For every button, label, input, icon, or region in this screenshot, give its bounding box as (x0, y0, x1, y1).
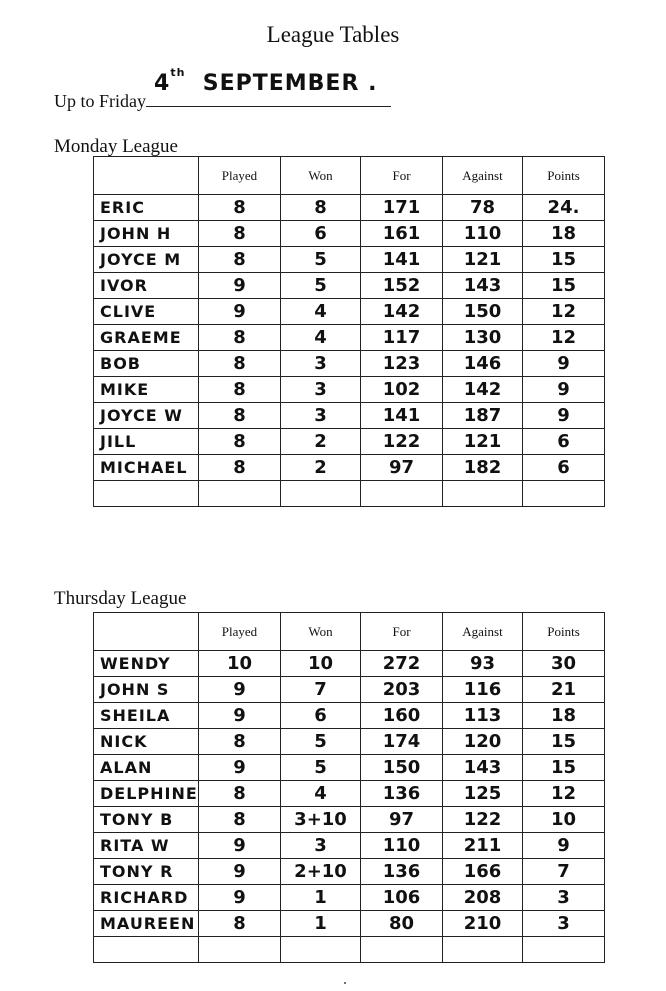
stat-cell: 6 (281, 221, 361, 247)
table-row (94, 677, 605, 703)
stat-cell: 9 (199, 273, 281, 299)
stat-cell (523, 481, 605, 507)
stat-cell: 21 (523, 677, 605, 703)
stat-cell: 8 (199, 403, 281, 429)
stat-cell: 9 (523, 377, 605, 403)
stat-cell: 8 (199, 781, 281, 807)
stat-cell: 8 (199, 351, 281, 377)
stat-cell: 142 (443, 377, 523, 403)
thursday-league-table (93, 612, 605, 963)
stat-cell: 9 (199, 677, 281, 703)
stat-cell: 2 (281, 455, 361, 481)
player-name: GRAEME (94, 325, 199, 351)
table-row (94, 455, 605, 481)
stat-cell: 97 (361, 807, 443, 833)
stat-cell: 1 (281, 911, 361, 937)
table-row (94, 911, 605, 937)
stat-cell: 8 (199, 455, 281, 481)
column-header: Against (443, 157, 523, 195)
column-header: For (361, 157, 443, 195)
stat-cell: 24. (523, 195, 605, 221)
date-label: Up to Friday (54, 91, 146, 111)
player-name: CLIVE (94, 299, 199, 325)
stat-cell: 130 (443, 325, 523, 351)
column-header: Played (199, 157, 281, 195)
player-name: MIKE (94, 377, 199, 403)
stat-cell: 143 (443, 273, 523, 299)
table-row (94, 729, 605, 755)
table-row (94, 755, 605, 781)
column-header: Won (281, 157, 361, 195)
stat-cell: 18 (523, 703, 605, 729)
stat-cell: 30 (523, 651, 605, 677)
player-name: MAUREEN (94, 911, 199, 937)
stat-cell: 143 (443, 755, 523, 781)
column-header (94, 613, 199, 651)
stat-cell: 9 (199, 885, 281, 911)
table-header-row (94, 157, 605, 195)
table-row (94, 885, 605, 911)
stat-cell: 12 (523, 325, 605, 351)
stat-cell: 3 (281, 403, 361, 429)
stat-cell: 121 (443, 247, 523, 273)
stat-cell: 208 (443, 885, 523, 911)
table-row (94, 377, 605, 403)
stat-cell: 160 (361, 703, 443, 729)
table-row (94, 195, 605, 221)
stat-cell: 2 (281, 429, 361, 455)
handwritten-date: 4th SEPTEMBER . (154, 66, 378, 96)
table-row (94, 221, 605, 247)
player-name: JOHN H (94, 221, 199, 247)
stat-cell: 113 (443, 703, 523, 729)
stat-cell: 8 (199, 195, 281, 221)
stat-cell: 102 (361, 377, 443, 403)
stat-cell: 7 (523, 859, 605, 885)
stat-cell: 4 (281, 781, 361, 807)
stat-cell: 10 (199, 651, 281, 677)
player-name: WENDY (94, 651, 199, 677)
stat-cell: 15 (523, 247, 605, 273)
stat-cell: 9 (523, 403, 605, 429)
stat-cell: 174 (361, 729, 443, 755)
stat-cell: 8 (199, 247, 281, 273)
table-row (94, 833, 605, 859)
thursday-league-title: Thursday League (54, 588, 187, 609)
player-name: IVOR (94, 273, 199, 299)
stat-cell: 106 (361, 885, 443, 911)
stat-cell: 146 (443, 351, 523, 377)
stat-cell: 136 (361, 859, 443, 885)
player-name: TONY B (94, 807, 199, 833)
stat-cell: 150 (361, 755, 443, 781)
stat-cell: 10 (523, 807, 605, 833)
stat-cell: 166 (443, 859, 523, 885)
table-row (94, 273, 605, 299)
stat-cell: 15 (523, 273, 605, 299)
stat-cell: 272 (361, 651, 443, 677)
stat-cell: 10 (281, 651, 361, 677)
stat-cell: 117 (361, 325, 443, 351)
stat-cell: 8 (199, 377, 281, 403)
player-name: JOHN S (94, 677, 199, 703)
stat-cell: 141 (361, 403, 443, 429)
table-row (94, 325, 605, 351)
stat-cell: 4 (281, 299, 361, 325)
stat-cell: 182 (443, 455, 523, 481)
stat-cell: 8 (199, 325, 281, 351)
stat-cell: 2+10 (281, 859, 361, 885)
stat-cell: 3 (281, 377, 361, 403)
table-row (94, 937, 605, 963)
column-header: Points (523, 613, 605, 651)
stat-cell: 3 (281, 351, 361, 377)
stat-cell: 110 (361, 833, 443, 859)
stat-cell: 203 (361, 677, 443, 703)
stat-cell: 12 (523, 781, 605, 807)
column-header: Won (281, 613, 361, 651)
column-header: Played (199, 613, 281, 651)
stat-cell: 8 (199, 729, 281, 755)
player-name (94, 481, 199, 507)
stat-cell: 123 (361, 351, 443, 377)
table-row (94, 351, 605, 377)
column-header: For (361, 613, 443, 651)
stat-cell: 3 (281, 833, 361, 859)
stat-cell: 122 (443, 807, 523, 833)
stat-cell (361, 937, 443, 963)
stat-cell: 4 (281, 325, 361, 351)
stat-cell: 121 (443, 429, 523, 455)
stat-cell (199, 481, 281, 507)
stat-cell: 12 (523, 299, 605, 325)
player-name (94, 937, 199, 963)
table-row (94, 807, 605, 833)
stat-cell (523, 937, 605, 963)
stat-cell: 3+10 (281, 807, 361, 833)
stat-cell: 122 (361, 429, 443, 455)
table-row (94, 781, 605, 807)
stat-cell (281, 937, 361, 963)
stat-cell: 9 (523, 351, 605, 377)
date-fill-line (146, 66, 391, 107)
table-header-row (94, 613, 605, 651)
stat-cell: 97 (361, 455, 443, 481)
stat-cell: 141 (361, 247, 443, 273)
stat-cell: 9 (199, 703, 281, 729)
table-row (94, 299, 605, 325)
stat-cell: 3 (523, 885, 605, 911)
monday-league-table (93, 156, 605, 507)
stat-cell: 136 (361, 781, 443, 807)
player-name: JILL (94, 429, 199, 455)
stat-cell: 7 (281, 677, 361, 703)
stat-cell (443, 481, 523, 507)
stat-cell: 3 (523, 911, 605, 937)
table-row (94, 481, 605, 507)
stat-cell: 9 (199, 299, 281, 325)
date-line (54, 66, 391, 112)
player-name: ERIC (94, 195, 199, 221)
speck (344, 982, 346, 984)
stat-cell: 9 (199, 859, 281, 885)
table-row (94, 859, 605, 885)
stat-cell: 211 (443, 833, 523, 859)
stat-cell: 5 (281, 273, 361, 299)
stat-cell: 161 (361, 221, 443, 247)
stat-cell: 15 (523, 755, 605, 781)
player-name: JOYCE M (94, 247, 199, 273)
player-name: RICHARD (94, 885, 199, 911)
stat-cell: 8 (281, 195, 361, 221)
stat-cell (361, 481, 443, 507)
stat-cell (199, 937, 281, 963)
stat-cell: 116 (443, 677, 523, 703)
stat-cell: 120 (443, 729, 523, 755)
table-row (94, 703, 605, 729)
stat-cell: 187 (443, 403, 523, 429)
column-header (94, 157, 199, 195)
stat-cell: 110 (443, 221, 523, 247)
column-header: Points (523, 157, 605, 195)
stat-cell: 6 (281, 703, 361, 729)
stat-cell: 142 (361, 299, 443, 325)
player-name: DELPHINE (94, 781, 199, 807)
table-row (94, 403, 605, 429)
stat-cell: 8 (199, 911, 281, 937)
stat-cell (281, 481, 361, 507)
player-name: SHEILA (94, 703, 199, 729)
player-name: RITA W (94, 833, 199, 859)
stat-cell: 125 (443, 781, 523, 807)
stat-cell (443, 937, 523, 963)
stat-cell: 6 (523, 429, 605, 455)
stat-cell: 210 (443, 911, 523, 937)
player-name: MICHAEL (94, 455, 199, 481)
table-row (94, 247, 605, 273)
stat-cell: 15 (523, 729, 605, 755)
monday-league-title: Monday League (54, 136, 178, 157)
table-row (94, 651, 605, 677)
player-name: ALAN (94, 755, 199, 781)
stat-cell: 5 (281, 247, 361, 273)
stat-cell: 8 (199, 429, 281, 455)
stat-cell: 150 (443, 299, 523, 325)
column-header: Against (443, 613, 523, 651)
stat-cell: 80 (361, 911, 443, 937)
stat-cell: 152 (361, 273, 443, 299)
stat-cell: 18 (523, 221, 605, 247)
player-name: JOYCE W (94, 403, 199, 429)
player-name: NICK (94, 729, 199, 755)
stat-cell: 8 (199, 221, 281, 247)
stat-cell: 9 (523, 833, 605, 859)
stat-cell: 1 (281, 885, 361, 911)
stat-cell: 9 (199, 833, 281, 859)
stat-cell: 5 (281, 729, 361, 755)
player-name: TONY R (94, 859, 199, 885)
stat-cell: 171 (361, 195, 443, 221)
stat-cell: 6 (523, 455, 605, 481)
page-title: League Tables (266, 22, 400, 47)
stat-cell: 9 (199, 755, 281, 781)
stat-cell: 5 (281, 755, 361, 781)
stat-cell: 93 (443, 651, 523, 677)
stat-cell: 78 (443, 195, 523, 221)
stat-cell: 8 (199, 807, 281, 833)
table-row (94, 429, 605, 455)
player-name: BOB (94, 351, 199, 377)
